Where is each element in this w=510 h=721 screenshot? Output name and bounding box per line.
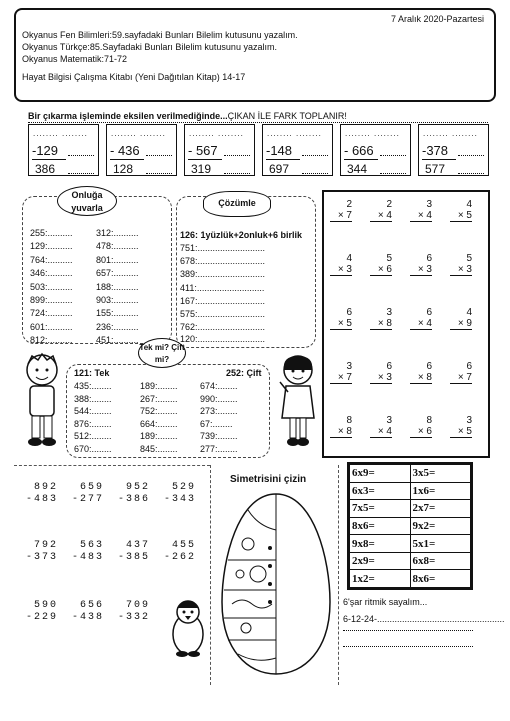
multiplication-problem <box>330 307 352 330</box>
minuend: 892 <box>33 482 58 493</box>
subtrahend: -385 <box>117 552 150 563</box>
minuend: 437 <box>125 540 150 551</box>
solution-item[interactable]: 678:........................... <box>180 256 266 267</box>
multiplication-problem <box>450 415 472 438</box>
minuend: 952 <box>125 482 150 493</box>
subtraction-blank-bottom[interactable] <box>224 163 250 174</box>
factor-bottom: × 7 <box>450 372 472 384</box>
fact-cell[interactable]: 7x5= <box>350 500 411 518</box>
rounding-item[interactable]: 346:.......... <box>30 268 73 279</box>
fact-cell[interactable]: 3x5= <box>410 465 471 483</box>
minuend: 659 <box>79 482 104 493</box>
homework-line-1: Okyanus Fen Bilimleri:59.sayfadaki Bunları Bilelim kutusunu yazalım. <box>22 30 298 40</box>
multiplication-problem <box>330 199 352 222</box>
fact-cell[interactable]: 1x6= <box>410 482 471 500</box>
subtraction-line <box>266 159 300 160</box>
rounding-item[interactable]: 129:.......... <box>30 241 73 252</box>
factor-bottom: × 8 <box>410 372 432 384</box>
rounding-item[interactable]: 188:.......... <box>96 281 139 292</box>
column-subtraction-problem <box>158 540 196 564</box>
solution-item[interactable]: 120:........................... <box>180 334 266 344</box>
rounding-item[interactable]: 601:.......... <box>30 321 73 332</box>
oddeven-item[interactable]: 670:........ <box>74 444 112 454</box>
subtraction-blank-bottom[interactable] <box>458 163 484 174</box>
factor-bottom: × 9 <box>450 318 472 330</box>
subtraction-blank-top[interactable]: ........ ........ <box>111 129 166 138</box>
difference-value: 577 <box>425 162 446 176</box>
oddeven-item[interactable]: 388:........ <box>74 393 112 404</box>
factor-top: 6 <box>386 361 392 372</box>
factor-top: 6 <box>426 361 432 372</box>
factor-top: 6 <box>426 253 432 264</box>
facts-row <box>350 465 471 483</box>
multiplication-problem <box>330 253 352 276</box>
factor-bottom: × 5 <box>330 318 352 330</box>
oddeven-item[interactable]: 739:........ <box>200 431 238 442</box>
oddeven-item[interactable]: 435:........ <box>74 381 112 391</box>
subtrahend-value: - 666 <box>344 143 374 158</box>
solution-item[interactable]: 762:........................... <box>180 322 266 333</box>
fact-cell[interactable]: 9x2= <box>410 517 471 535</box>
subtraction-blank-mid[interactable] <box>146 145 172 156</box>
factor-bottom: × 7 <box>330 210 352 222</box>
subtraction-blank-top[interactable]: ........ ........ <box>189 129 244 138</box>
oddeven-item[interactable]: 189:........ <box>140 381 178 391</box>
difference-value: 128 <box>113 162 134 176</box>
factor-top: 3 <box>386 415 392 426</box>
factor-bottom: × 4 <box>410 210 432 222</box>
rounding-item[interactable]: 255:.......... <box>30 228 73 238</box>
subtraction-blank-bottom[interactable] <box>68 163 94 174</box>
subtraction-line <box>32 159 66 160</box>
factor-top: 6 <box>466 361 472 372</box>
minuend: 590 <box>33 600 58 611</box>
multiplication-problem <box>410 199 432 222</box>
fact-cell[interactable]: 8x6= <box>350 517 411 535</box>
factor-bottom: × 8 <box>370 318 392 330</box>
difference-value: 697 <box>269 162 290 176</box>
subtrahend-value: -378 <box>422 143 449 158</box>
subtrahend-value: - 436 <box>110 143 140 158</box>
subtrahend: -277 <box>71 494 104 505</box>
factor-top: 8 <box>346 415 352 426</box>
oddeven-item[interactable]: 512:........ <box>74 431 112 442</box>
rounding-item[interactable]: 503:.......... <box>30 281 73 292</box>
subtraction-title: Bir çıkarma işleminde eksilen verilmediğinde...ÇIKAN İLE FARK TOPLANIR! <box>28 111 347 121</box>
symmetry-title: Simetrisini çizin <box>230 474 307 485</box>
subtraction-box <box>28 124 99 176</box>
subtrahend: -483 <box>71 552 104 563</box>
fact-cell[interactable]: 2x9= <box>350 552 411 570</box>
factor-bottom: × 6 <box>370 264 392 276</box>
fact-cell[interactable]: 6x8= <box>410 552 471 570</box>
subtrahend: -483 <box>25 494 58 505</box>
subtraction-box <box>340 124 411 176</box>
factor-top: 2 <box>386 199 392 210</box>
multiplication-problem <box>370 361 392 384</box>
subtrahend-value: -148 <box>266 143 293 158</box>
subtrahend: -438 <box>71 612 104 623</box>
factor-top: 4 <box>466 307 472 318</box>
solution-example: 126: 1yüzlük+2onluk+6 birlik <box>180 230 303 240</box>
factor-top: 3 <box>466 415 472 426</box>
subtraction-blank-bottom[interactable] <box>380 163 406 174</box>
facts-row <box>350 517 471 535</box>
subtraction-line <box>422 159 456 160</box>
minuend: 792 <box>33 540 58 551</box>
rounding-item[interactable]: 899:.......... <box>30 295 73 305</box>
multiplication-problem <box>450 307 472 330</box>
subtraction-line <box>188 159 222 160</box>
factor-top: 5 <box>386 253 392 264</box>
multiplication-problem <box>410 415 432 438</box>
rounding-item[interactable]: 155:.......... <box>96 308 139 319</box>
multiplication-problem <box>450 361 472 384</box>
column-subtraction-problem <box>66 482 104 506</box>
subtraction-line <box>344 159 378 160</box>
multiplication-problem <box>330 415 352 438</box>
factor-bottom: × 3 <box>450 264 472 276</box>
multiplication-problem <box>330 361 352 384</box>
subtraction-box <box>106 124 177 176</box>
column-subtraction-problem <box>20 482 58 506</box>
factor-top: 5 <box>466 253 472 264</box>
oddeven-item[interactable]: 845:........ <box>140 444 178 454</box>
oddeven-example-odd: 121: Tek <box>74 368 110 378</box>
factor-bottom: × 6 <box>410 426 432 438</box>
factor-bottom: × 4 <box>410 318 432 330</box>
factor-top: 6 <box>346 307 352 318</box>
factor-top: 3 <box>346 361 352 372</box>
minuend: 656 <box>79 600 104 611</box>
penguin-illustration <box>168 598 208 658</box>
column-subtraction-problem <box>66 540 104 564</box>
subtraction-blank-mid[interactable] <box>68 145 94 156</box>
boy-illustration <box>20 352 66 452</box>
rhythm-line-2[interactable] <box>343 630 473 631</box>
oddeven-item[interactable]: 664:........ <box>140 418 178 429</box>
subtraction-box <box>262 124 333 176</box>
factor-top: 4 <box>466 199 472 210</box>
solution-item[interactable]: 411:........................... <box>180 282 265 293</box>
multiplication-problem <box>370 415 392 438</box>
rhythm-answer-line[interactable]: 6-12-24-................................................... <box>343 614 505 624</box>
solution-bubble: Çözümle <box>203 191 271 217</box>
oddeven-item[interactable]: 674:........ <box>200 381 238 391</box>
difference-value: 344 <box>347 162 368 176</box>
rounding-item[interactable]: 451:.......... <box>96 335 139 346</box>
difference-value: 386 <box>35 162 56 176</box>
factor-bottom: × 3 <box>330 264 352 276</box>
oddeven-example-even: 252: Çift <box>226 368 262 378</box>
fact-cell[interactable]: 9x8= <box>350 535 411 553</box>
fact-cell[interactable]: 5x1= <box>410 535 471 553</box>
subtraction-blank-mid[interactable] <box>302 145 328 156</box>
multiplication-problem <box>370 307 392 330</box>
rounding-item[interactable]: 801:.......... <box>96 254 139 265</box>
rounding-item[interactable]: 312:.......... <box>96 228 139 238</box>
rhythm-line-3[interactable] <box>343 646 473 647</box>
multiplication-problem <box>450 199 472 222</box>
rounding-item[interactable]: 478:.......... <box>96 241 139 252</box>
subtrahend: -229 <box>25 612 58 623</box>
homework-line-4: Hayat Bilgisi Çalışma Kitabı (Yeni Dağıtılan Kitap) 14-17 <box>22 72 246 82</box>
factor-top: 8 <box>426 415 432 426</box>
header-box <box>14 8 496 102</box>
rounding-item[interactable]: 903:.......... <box>96 295 139 305</box>
subtraction-blank-top[interactable]: ........ ........ <box>423 129 478 138</box>
fact-cell[interactable]: 2x7= <box>410 500 471 518</box>
factor-bottom: × 3 <box>410 264 432 276</box>
facts-row <box>350 482 471 500</box>
subtraction-blank-mid[interactable] <box>458 145 484 156</box>
minuend: 529 <box>171 482 196 493</box>
factor-top: 2 <box>346 199 352 210</box>
multiplication-problem <box>410 361 432 384</box>
factor-bottom: × 7 <box>330 372 352 384</box>
rounding-item[interactable]: 764:.......... <box>30 254 73 265</box>
difference-value: 319 <box>191 162 212 176</box>
minuend: 709 <box>125 600 150 611</box>
column-subtraction-problem <box>112 540 150 564</box>
multiplication-problem <box>370 199 392 222</box>
title-underline <box>28 122 488 123</box>
factor-top: 6 <box>426 307 432 318</box>
subtrahend-value: - 567 <box>188 143 218 158</box>
factor-bottom: × 8 <box>330 426 352 438</box>
multiplication-problem <box>450 253 472 276</box>
fact-cell[interactable]: 6x3= <box>350 482 411 500</box>
subtraction-box <box>184 124 255 176</box>
facts-row <box>350 552 471 570</box>
fact-cell[interactable]: 8x6= <box>410 570 471 588</box>
divider-right <box>338 465 339 685</box>
subtrahend: -262 <box>163 552 196 563</box>
column-subtraction-problem <box>20 540 58 564</box>
oddeven-item[interactable]: 752:........ <box>140 406 178 417</box>
oddeven-item[interactable]: 876:........ <box>74 418 112 429</box>
column-subtraction-problem <box>112 600 150 624</box>
homework-line-2: Okyanus Türkçe:85.Sayfadaki Bunları Bilelim kutusunu yazalım. <box>22 42 277 52</box>
factor-bottom: × 3 <box>370 372 392 384</box>
subtraction-blank-mid[interactable] <box>380 145 406 156</box>
multiplication-problem <box>370 253 392 276</box>
subtraction-line <box>110 159 144 160</box>
factor-bottom: × 5 <box>450 210 472 222</box>
multiplication-problem <box>410 307 432 330</box>
rhythm-label: 6'şar ritmik sayalım... <box>343 597 428 607</box>
solution-item[interactable]: 167:........................... <box>180 295 266 306</box>
facts-row <box>350 500 471 518</box>
factor-bottom: × 5 <box>450 426 472 438</box>
symmetry-egg <box>218 490 334 678</box>
oddeven-item[interactable]: 990:........ <box>200 393 238 404</box>
oddeven-item[interactable]: 67:........ <box>200 418 233 429</box>
facts-row <box>350 535 471 553</box>
solution-item[interactable]: 389:........................... <box>180 269 266 280</box>
solution-item[interactable]: 575:........................... <box>180 309 266 319</box>
date-label: 7 Aralık 2020-Pazartesi <box>390 14 484 24</box>
oddeven-item[interactable]: 267:........ <box>140 393 178 404</box>
facts-table <box>347 462 473 590</box>
subtrahend: -332 <box>117 612 150 623</box>
multiplication-problem <box>410 253 432 276</box>
oddeven-item[interactable]: 273:........ <box>200 406 238 417</box>
column-subtraction-problem <box>66 600 104 624</box>
divider-left <box>210 465 211 685</box>
column-subtraction-problem <box>158 482 196 506</box>
subtrahend-value: -129 <box>32 143 59 158</box>
minuend: 455 <box>171 540 196 551</box>
factor-bottom: × 4 <box>370 426 392 438</box>
divider-top <box>14 465 210 466</box>
column-subtraction-problem <box>112 482 150 506</box>
homework-line-3: Okyanus Matematik:71-72 <box>22 54 128 64</box>
subtrahend: -343 <box>163 494 196 505</box>
solution-item[interactable]: 751:........................... <box>180 243 266 253</box>
oddeven-item[interactable]: 189:........ <box>140 431 178 442</box>
subtraction-blank-bottom[interactable] <box>302 163 328 174</box>
subtraction-blank-bottom[interactable] <box>146 163 172 174</box>
subtrahend: -373 <box>25 552 58 563</box>
rounding-item[interactable]: 812:.......... <box>30 335 73 346</box>
factor-bottom: × 4 <box>370 210 392 222</box>
fact-cell[interactable]: 1x2= <box>350 570 411 588</box>
factor-top: 3 <box>426 199 432 210</box>
oddeven-item[interactable]: 277:........ <box>200 444 238 454</box>
subtrahend: -386 <box>117 494 150 505</box>
fact-cell[interactable]: 6x9= <box>350 465 411 483</box>
oddeven-item[interactable]: 544:........ <box>74 406 112 417</box>
subtraction-blank-top[interactable]: ........ ........ <box>267 129 322 138</box>
column-subtraction-problem <box>20 600 58 624</box>
subtraction-blank-mid[interactable] <box>224 145 250 156</box>
subtraction-blank-top[interactable]: ........ ........ <box>33 129 88 138</box>
rounding-bubble: Onluğa yuvarla <box>57 186 117 216</box>
rounding-item[interactable]: 236:.......... <box>96 321 139 332</box>
subtraction-blank-top[interactable]: ........ ........ <box>345 129 400 138</box>
facts-row <box>350 570 471 588</box>
factor-top: 4 <box>346 253 352 264</box>
subtraction-box <box>418 124 489 176</box>
girl-illustration <box>276 352 320 452</box>
oddeven-bubble: Tek mi? Çift mi? <box>138 338 186 368</box>
rounding-item[interactable]: 724:.......... <box>30 308 73 319</box>
rounding-item[interactable]: 657:.......... <box>96 268 139 279</box>
minuend: 563 <box>79 540 104 551</box>
factor-top: 3 <box>386 307 392 318</box>
